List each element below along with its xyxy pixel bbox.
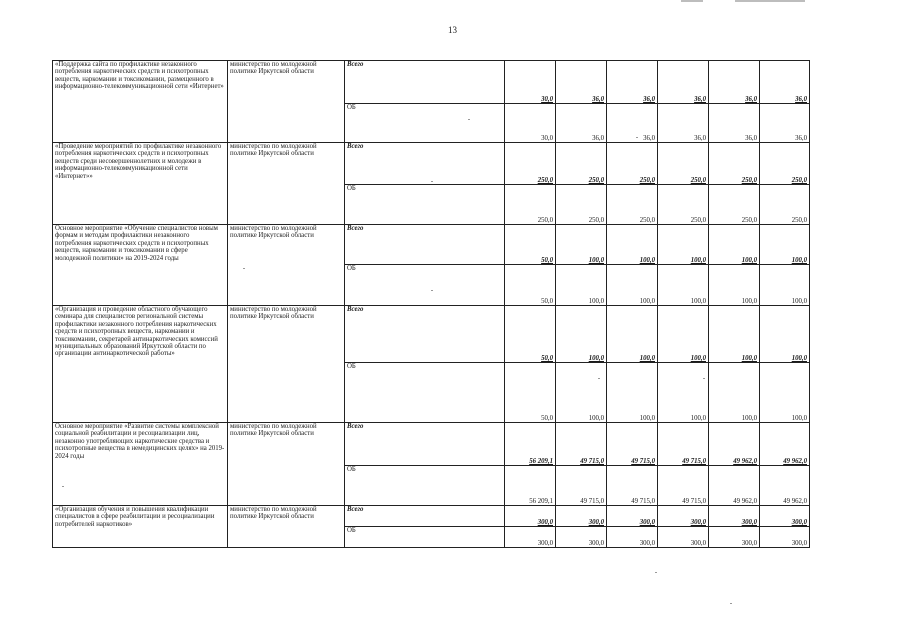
total-value-cell: 49 962,0 — [709, 423, 760, 466]
table-row-total — [53, 61, 810, 104]
total-value-cell: 100,0 — [709, 225, 760, 265]
ob-value-cell: 36,0 — [760, 104, 810, 143]
funding-type-ob: ОБ — [345, 185, 505, 225]
ob-value-cell: 49 962,0 — [709, 466, 760, 506]
ob-value-cell: 49 715,0 — [607, 466, 658, 506]
ob-value-cell: 50,0 — [505, 265, 556, 306]
total-value-cell: 36,0 — [709, 61, 760, 104]
ob-value-cell: 100,0 — [658, 265, 709, 306]
ob-value-cell: 300,0 — [556, 527, 607, 548]
ob-value-cell: 100,0 — [760, 363, 810, 423]
scan-speck — [703, 378, 705, 379]
ob-value-cell: 100,0 — [760, 265, 810, 306]
scan-speck — [636, 137, 638, 138]
total-value-cell: 49 962,0 — [760, 423, 810, 466]
funding-type-total: Всего — [345, 143, 505, 185]
total-value-cell: 250,0 — [607, 143, 658, 185]
total-value-cell: 49 715,0 — [607, 423, 658, 466]
ob-value-cell: 36,0 — [556, 104, 607, 143]
ob-value-cell: 250,0 — [556, 185, 607, 225]
total-value-cell: 100,0 — [658, 225, 709, 265]
total-value-cell: 250,0 — [505, 143, 556, 185]
table-row-total — [53, 423, 810, 466]
executor-cell: министерство по молодежной политике Иркутской области — [228, 423, 345, 506]
ob-value-cell: 36,0 — [709, 104, 760, 143]
funding-type-total: Всего — [345, 306, 505, 363]
budget-table-body — [53, 61, 810, 548]
ob-value-cell: 56 209,1 — [505, 466, 556, 506]
table-row-total — [53, 143, 810, 185]
total-value-cell: 100,0 — [556, 306, 607, 363]
total-value-cell: 100,0 — [607, 306, 658, 363]
total-value-cell: 50,0 — [505, 225, 556, 265]
ob-value-cell: 30,0 — [505, 104, 556, 143]
ob-value-cell: 300,0 — [658, 527, 709, 548]
funding-type-ob: ОБ — [345, 527, 505, 548]
total-value-cell: 300,0 — [709, 506, 760, 527]
total-value-cell: 100,0 — [607, 225, 658, 265]
scan-speck — [243, 268, 245, 269]
total-value-cell: 50,0 — [505, 306, 556, 363]
ob-value-cell: 300,0 — [760, 527, 810, 548]
ob-value-cell: 36,0 — [607, 104, 658, 143]
funding-type-ob: ОБ — [345, 104, 505, 143]
ob-value-cell: 250,0 — [709, 185, 760, 225]
ob-value-cell: 250,0 — [658, 185, 709, 225]
total-value-cell: 300,0 — [607, 506, 658, 527]
total-value-cell: 300,0 — [505, 506, 556, 527]
total-value-cell: 250,0 — [658, 143, 709, 185]
ob-value-cell: 100,0 — [607, 363, 658, 423]
activity-description: Основное мероприятие «Развитие системы комплексной социальной реабилитации и ресоциализации лиц, незаконно употребляющих наркотические средства и психотропные вещества в немедицинских целях» на 2019-2024 годы — [53, 423, 228, 506]
ob-value-cell: 250,0 — [760, 185, 810, 225]
scan-speck — [598, 378, 600, 379]
total-value-cell: 300,0 — [760, 506, 810, 527]
funding-type-total: Всего — [345, 225, 505, 265]
scan-speck — [431, 290, 433, 291]
total-value-cell: 49 715,0 — [658, 423, 709, 466]
funding-type-ob: ОБ — [345, 265, 505, 306]
executor-cell: министерство по молодежной политике Иркутской области — [228, 306, 345, 423]
ob-value-cell: 49 715,0 — [556, 466, 607, 506]
ob-value-cell: 300,0 — [709, 527, 760, 548]
ob-value-cell: 50,0 — [505, 363, 556, 423]
funding-type-total: Всего — [345, 423, 505, 466]
funding-type-ob: ОБ — [345, 363, 505, 423]
ob-value-cell: 100,0 — [556, 265, 607, 306]
total-value-cell: 56 209,1 — [505, 423, 556, 466]
total-value-cell: 36,0 — [607, 61, 658, 104]
ob-value-cell: 36,0 — [658, 104, 709, 143]
ob-value-cell: 100,0 — [556, 363, 607, 423]
ob-value-cell: 100,0 — [709, 265, 760, 306]
total-value-cell: 250,0 — [556, 143, 607, 185]
total-value-cell: 36,0 — [658, 61, 709, 104]
total-value-cell: 100,0 — [556, 225, 607, 265]
total-value-cell: 100,0 — [760, 225, 810, 265]
total-value-cell: 36,0 — [760, 61, 810, 104]
funding-type-total: Всего — [345, 506, 505, 527]
scan-edge-mark — [681, 0, 703, 2]
executor-cell: министерство по молодежной политике Иркутской области — [228, 143, 345, 225]
activity-description: «Организация и проведение областного обучающего семинара для специалистов региональной системы профилактики незаконного потребления наркотических средств и психотропных веществ, наркомании и токсикомании, секретарей антинаркотических комиссий муниципальных образований Иркутской области по организации антинаркотической работы» — [53, 306, 228, 423]
scan-speck — [62, 486, 64, 487]
total-value-cell: 100,0 — [709, 306, 760, 363]
ob-value-cell: 100,0 — [658, 363, 709, 423]
total-value-cell: 36,0 — [556, 61, 607, 104]
scan-speck — [730, 603, 732, 604]
table-row-total — [53, 506, 810, 527]
page-number: 13 — [448, 25, 457, 35]
scan-speck — [431, 181, 433, 182]
ob-value-cell: 300,0 — [607, 527, 658, 548]
ob-value-cell: 100,0 — [709, 363, 760, 423]
scan-edge-mark — [735, 0, 805, 2]
executor-cell: министерство по молодежной политике Иркутской области — [228, 506, 345, 548]
executor-cell: министерство по молодежной политике Иркутской области — [228, 61, 345, 143]
table-row-total — [53, 306, 810, 363]
ob-value-cell: 250,0 — [505, 185, 556, 225]
total-value-cell: 49 715,0 — [556, 423, 607, 466]
activity-description: «Поддержка сайта по профилактике незаконного потребления наркотических средств и психотропных веществ, наркомании и токсикомании, размещенного в информационно-телекоммуникационной сети «Интернет» — [53, 61, 228, 143]
ob-value-cell: 49 715,0 — [658, 466, 709, 506]
scan-speck — [468, 119, 470, 120]
scan-speck — [655, 572, 657, 573]
total-value-cell: 250,0 — [709, 143, 760, 185]
total-value-cell: 100,0 — [658, 306, 709, 363]
activity-description: «Проведение мероприятий по профилактике незаконного потребления наркотических средств и психотропных веществ среди несовершеннолетних и молодежи в информационно-телекоммуникационной сети «Интернет»» — [53, 143, 228, 225]
ob-value-cell: 49 962,0 — [760, 466, 810, 506]
total-value-cell: 300,0 — [658, 506, 709, 527]
ob-value-cell: 300,0 — [505, 527, 556, 548]
budget-table — [52, 60, 810, 548]
activity-description: «Организация обучения и повышения квалификации специалистов в сфере реабилитации и ресоциализации потребителей наркотиков» — [53, 506, 228, 548]
total-value-cell: 250,0 — [760, 143, 810, 185]
ob-value-cell: 250,0 — [607, 185, 658, 225]
funding-type-total: Всего — [345, 61, 505, 104]
funding-type-ob: ОБ — [345, 466, 505, 506]
total-value-cell: 30,0 — [505, 61, 556, 104]
total-value-cell: 100,0 — [760, 306, 810, 363]
activity-description: Основное мероприятие «Обучение специалистов новым формам и методам профилактики незаконного потребления наркотических средств и психотропных веществ, наркомании и токсикомании в сфере молодежной политики» на 2019-2024 годы — [53, 225, 228, 306]
table-row-total — [53, 225, 810, 265]
executor-cell: министерство по молодежной политике Иркутской области — [228, 225, 345, 306]
total-value-cell: 300,0 — [556, 506, 607, 527]
ob-value-cell: 100,0 — [607, 265, 658, 306]
